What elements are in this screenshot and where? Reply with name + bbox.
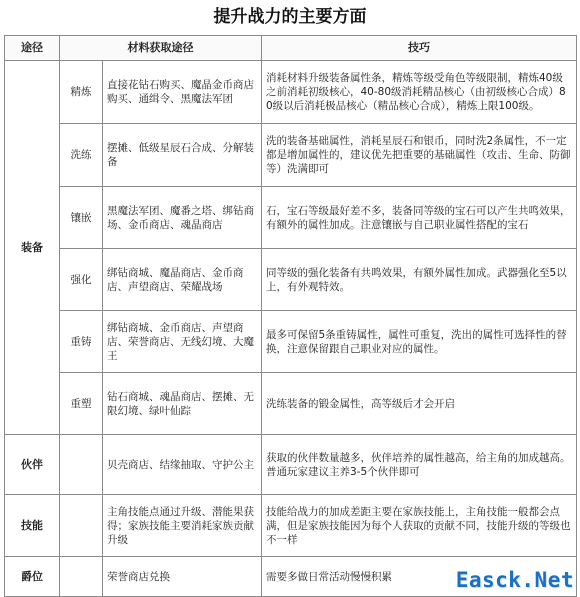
strategy-table	[4, 35, 577, 597]
subcategory-cell: 精炼	[60, 61, 103, 124]
material-cell: 直接花钻石购买、魔晶金币商店购买、通缉令、黑魔法军团	[103, 61, 262, 124]
subcategory-cell: 镶嵌	[60, 187, 103, 249]
header-row	[5, 36, 577, 61]
table-row	[5, 435, 577, 495]
header-material: 材料获取途径	[60, 36, 262, 61]
subcategory-cell: 重铸	[60, 311, 103, 373]
table-row	[5, 187, 577, 249]
site-watermark: Easck.Net	[455, 568, 574, 592]
material-cell: 绑钻商城、魔晶商店、金币商店、声望商店、荣耀战场	[103, 249, 262, 311]
material-cell: 摆摊、低级星辰石合成、分解装备	[103, 124, 262, 187]
tips-cell: 洗的装备基础属性，消耗星辰石和银币，同时洗2条属性，不一定都是增加属性的，建议优先把重要的基础属性（攻击、生命、防御等）洗满即可	[262, 124, 577, 187]
table-row	[5, 495, 577, 557]
header-tips: 技巧	[262, 36, 577, 61]
tips-cell: 需要多做日常活动慢慢积累	[262, 557, 577, 597]
subcategory-cell: 重塑	[60, 373, 103, 435]
header-route: 途径	[5, 36, 60, 61]
tips-cell: 消耗材料升级装备属性条，精炼等级受角色等级限制，精炼40级之前消耗初级核心，40-80级消耗精品核心（由初级核心合成）80级以后消耗极品核心（精品核心合成），精炼上限100级。	[262, 61, 577, 124]
table-row	[5, 373, 577, 435]
table-row	[5, 249, 577, 311]
category-skill: 技能	[5, 495, 60, 557]
table-row	[5, 61, 577, 124]
tips-cell: 洗练装备的锻金属性，高等级后才会开启	[262, 373, 577, 435]
material-cell: 荣誉商店兑换	[103, 557, 262, 597]
material-cell: 主角技能点通过升级、潜能果获得；家族技能主要消耗家族贡献升级	[103, 495, 262, 557]
material-cell: 绑钻商城、金币商店、声望商店、荣誉商店、无线幻境、大魔王	[103, 311, 262, 373]
category-title-rank: 爵位	[5, 557, 60, 597]
material-cell: 钻石商城、魂晶商店、摆摊、无限幻境、绿叶仙踪	[103, 373, 262, 435]
table-row	[5, 124, 577, 187]
category-partner: 伙伴	[5, 435, 60, 495]
empty-cell	[60, 435, 103, 495]
material-cell: 黑魔法军团、魔番之塔、绑钻商场、金币商店、魂晶商店	[103, 187, 262, 249]
subcategory-cell: 洗练	[60, 124, 103, 187]
tips-cell: 最多可保留5条重铸属性，属性可重复，洗出的属性可选择性的替换，注意保留跟自己职业对应的属性。	[262, 311, 577, 373]
tips-cell: 石，宝石等级最好差不多，装备同等级的宝石可以产生共鸣效果，有额外的属性加成。注意镶嵌与自己职业属性搭配的宝石	[262, 187, 577, 249]
subcategory-cell: 强化	[60, 249, 103, 311]
material-cell: 贝壳商店、结缘抽取、守护公主	[103, 435, 262, 495]
empty-cell	[60, 495, 103, 557]
page-title: 提升战力的主要方面	[213, 7, 367, 27]
tips-cell: 同等级的强化装备有共鸣效果，有额外属性加成。武器强化至5以上，有外观特效。	[262, 249, 577, 311]
tips-cell: 获取的伙伴数量越多，伙伴培养的属性越高，给主角的加成越高。普通玩家建议主养3-5个伙伴即可	[262, 435, 577, 495]
empty-cell	[60, 557, 103, 597]
table-row	[5, 311, 577, 373]
category-equipment: 装备	[5, 61, 60, 435]
tips-cell: 技能给战力的加成差距主要在家族技能上，主角技能一般都会点满，但是家族技能因为每个人获取的贡献不同，技能升级的等级也不一样	[262, 495, 577, 557]
